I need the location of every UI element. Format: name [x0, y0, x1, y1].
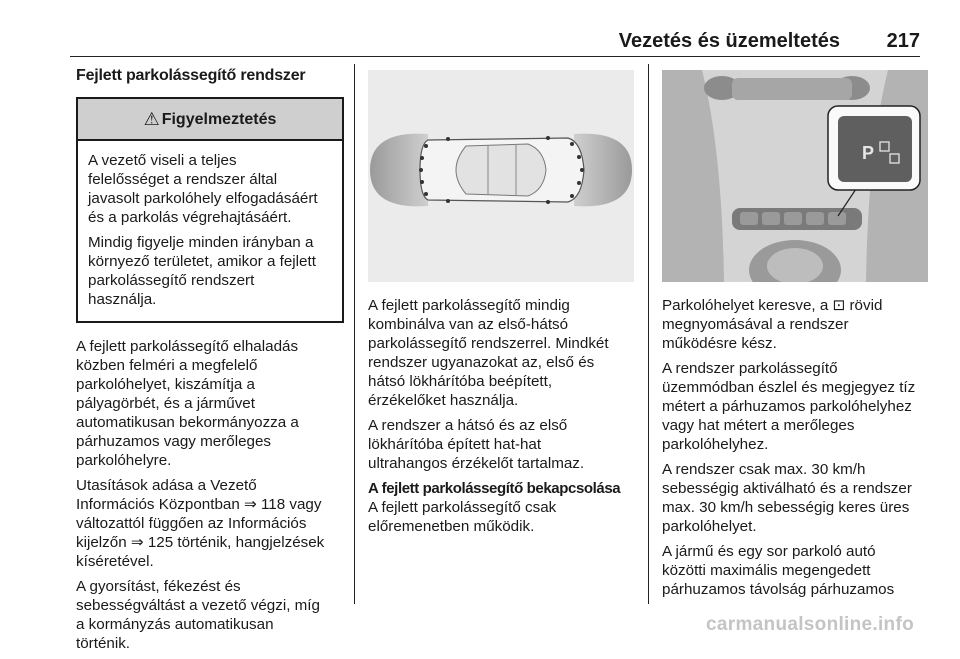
- body-paragraph: A fejlett parkolássegítő csak előremenetben működik.: [368, 499, 557, 535]
- console-illustration: [662, 70, 928, 282]
- park-assist-button-label: P: [862, 143, 875, 163]
- body-paragraph: A fejlett parkolássegítő elhaladás közben felméri a megfelelő parkolóhelyet, kiszámítja a pályagörbét, és a járművet automatikusan bekormányozza a párhuzamos vagy merőleges parkolóhelyre.: [76, 338, 299, 469]
- body-paragraph: A rendszer a hátsó és az első lökhárítóba épített hat-hat ultrahangos érzékelőt tartalmaz.: [368, 417, 585, 472]
- column-3: [662, 64, 930, 605]
- warning-paragraph: A vezető viseli a teljes felelősséget a rendszer által javasolt parkolóhely elfogadásáért és a parkolás végrehajtásáért.: [88, 152, 318, 226]
- page-header: [70, 30, 920, 52]
- chapter-title: Vezetés és üzemeltetés: [618, 30, 840, 52]
- body-paragraph: A rendszer parkolássegítő üzemmódban észlel és megjegyez tíz métert a párhuzamos parkolóhelyhez vagy hat métert a merőleges parkolóhelyhez.: [662, 360, 916, 453]
- body-paragraph: A fejlett parkolássegítő mindig kombinálva van az első-hátsó parkolássegítő rendszerrel. Mindkét rendszer ugyanazokat az, első és hátsó lökhárítóba beépített, érzékelőket használja.: [368, 297, 609, 409]
- warning-header: [78, 99, 342, 141]
- warning-triangle-icon: ⚠: [143, 108, 160, 129]
- column-1: [76, 64, 344, 659]
- column-2: [368, 64, 636, 542]
- body-paragraph: A gyorsítást, fékezést és sebességváltást a vezető végzi, míg a kormányzás automatikusan történik.: [76, 578, 320, 652]
- header-rule: [70, 56, 920, 57]
- watermark: carmanualsonline.info: [706, 614, 914, 635]
- body-paragraph: A rendszer csak max. 30 km/h sebességig aktiválható és a rendszer max. 30 km/h sebességig keres üres parkolóhelyet.: [662, 461, 912, 535]
- warning-paragraph: Mindig figyelje minden irányban a környező területet, amikor a fejlett parkolássegítő rendszert használja.: [88, 234, 316, 308]
- column-divider-1: [354, 64, 355, 604]
- column-divider-2: [648, 64, 649, 604]
- car-sensor-illustration: [368, 70, 634, 282]
- parking-button-figure: [662, 70, 928, 282]
- page-number: 217: [886, 30, 920, 52]
- warning-title: Figyelmeztetés: [161, 110, 277, 128]
- body-paragraph: A jármű és egy sor parkoló autó közötti maximális megengedett párhuzamos távolság párhuzamos: [662, 543, 895, 598]
- subheading: A fejlett parkolássegítő bekapcsolása: [368, 480, 621, 497]
- section-title: Fejlett parkolássegítő rendszer: [76, 67, 306, 84]
- warning-body: [78, 141, 342, 321]
- body-paragraph: Parkolóhelyet keresve, a ⊡ rövid megnyomásával a rendszer működésre kész.: [662, 297, 883, 352]
- body-paragraph: Utasítások adása a Vezető Információs Központban ⇒ 118 vagy változattól függően az Információs kijelzőn ⇒ 125 történik, hangjelzések kíséretével.: [76, 477, 325, 570]
- warning-box: [76, 97, 344, 323]
- sensor-coverage-figure: [368, 70, 634, 282]
